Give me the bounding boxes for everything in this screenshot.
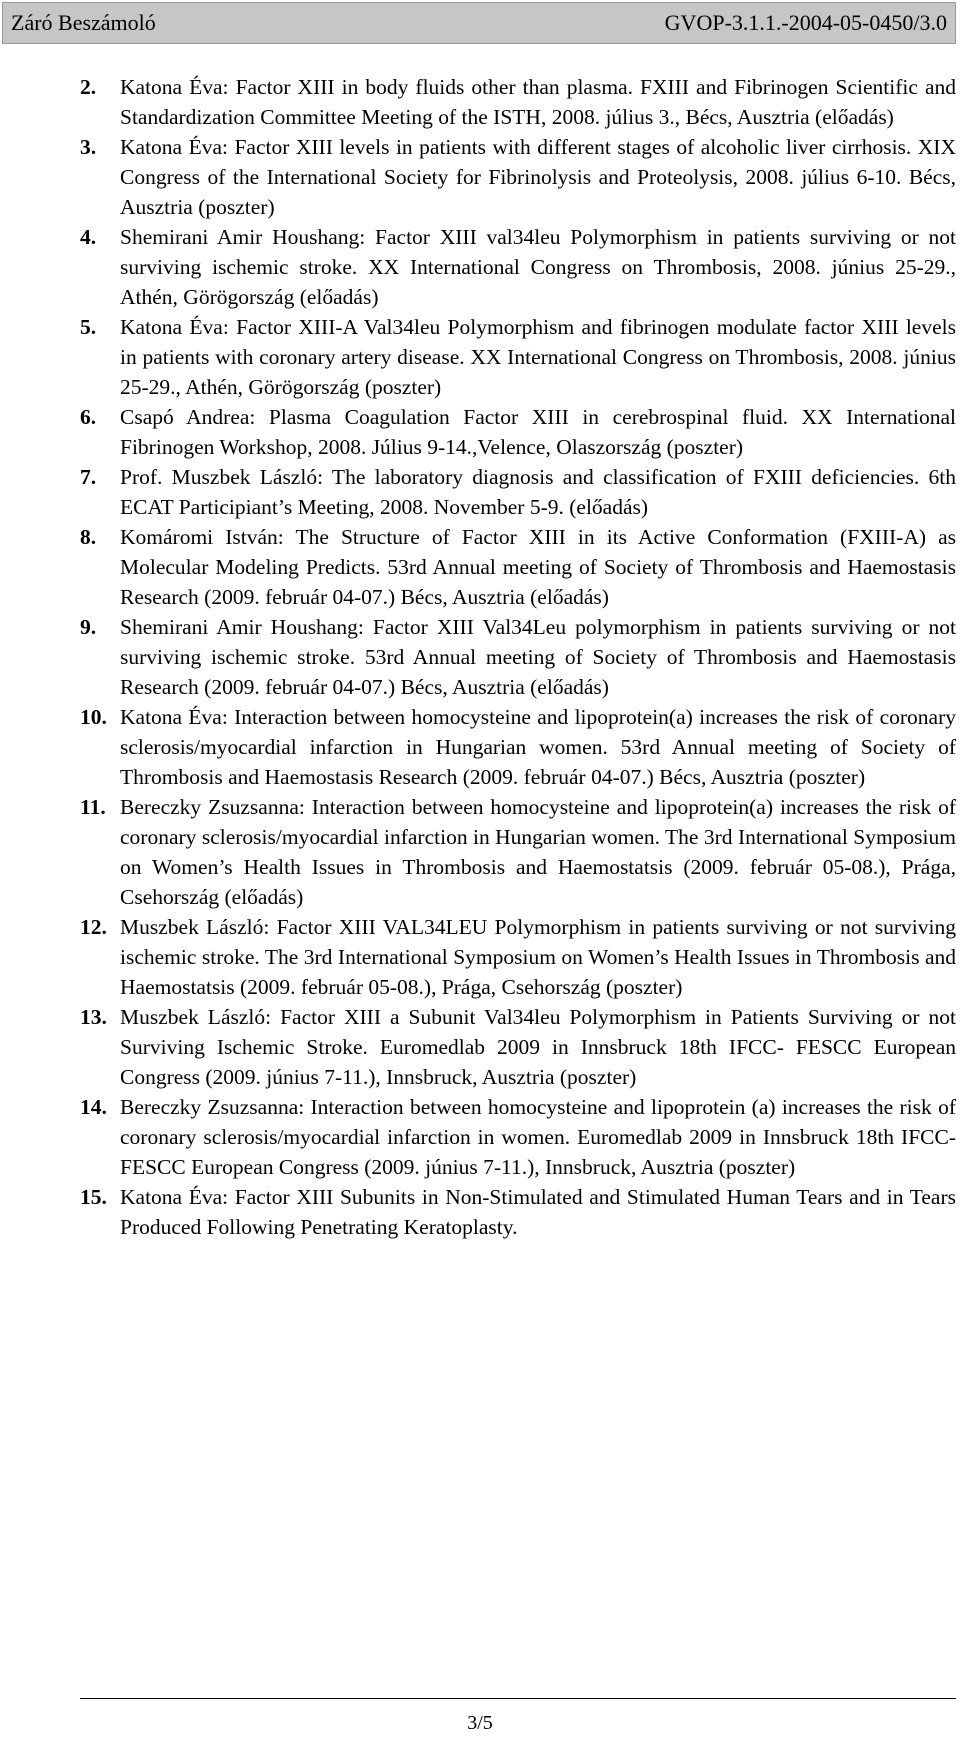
item-text: Katona Éva: Factor XIII in body fluids other than plasma. FXIII and Fibrinogen Scientific and Standardization Committee Meeting of the ISTH, 2008. július 3., Bécs, Ausztria (előadás) xyxy=(120,75,956,129)
list-item xyxy=(80,312,956,402)
report-title: Záró Beszámoló xyxy=(11,10,156,35)
item-number: 3. xyxy=(80,135,97,159)
item-number: 6. xyxy=(80,405,97,429)
list-item xyxy=(80,522,956,612)
list-item xyxy=(80,222,956,312)
list-item xyxy=(80,702,956,792)
item-text: Katona Éva: Factor XIII Subunits in Non-Stimulated and Stimulated Human Tears and in Tears Produced Following Penetrating Keratoplasty. xyxy=(120,1185,956,1239)
item-number: 5. xyxy=(80,315,97,339)
item-text: Muszbek László: Factor XIII a Subunit Val34leu Polymorphism in Patients Surviving or not Surviving Ischemic Stroke. Euromedlab 2009 in Innsbruck 18th IFCC- FESCC European Congress (2009. június 7-11.), Innsbruck, Ausztria (poszter) xyxy=(120,1005,956,1089)
item-text: Prof. Muszbek László: The laboratory diagnosis and classification of FXIII deficiencies. 6th ECAT Participiant’s Meeting, 2008. November 5-9. (előadás) xyxy=(120,465,956,519)
page-header xyxy=(2,2,956,44)
footer-divider xyxy=(80,1698,956,1699)
list-item xyxy=(80,792,956,912)
list-item xyxy=(80,132,956,222)
list-item xyxy=(80,912,956,1002)
item-text: Katona Éva: Interaction between homocysteine and lipoprotein(a) increases the risk of coronary sclerosis/myocardial infarction in Hungarian women. 53rd Annual meeting of Society of Thrombosis and Haemostasis Research (2009. február 04-07.) Bécs, Ausztria (poszter) xyxy=(120,705,956,789)
item-text: Shemirani Amir Houshang: Factor XIII val34leu Polymorphism in patients surviving or not surviving ischemic stroke. XX International Congress on Thrombosis, 2008. június 25-29., Athén, Görögország (előadás) xyxy=(120,225,956,309)
item-number: 8. xyxy=(80,525,97,549)
item-number: 14. xyxy=(80,1095,107,1119)
item-number: 10. xyxy=(80,705,107,729)
item-number: 9. xyxy=(80,615,97,639)
page-number: 3/5 xyxy=(467,1712,493,1734)
list-item xyxy=(80,1182,956,1242)
list-item xyxy=(80,612,956,702)
item-number: 13. xyxy=(80,1005,107,1029)
item-number: 11. xyxy=(80,795,106,819)
list-item xyxy=(80,1092,956,1182)
item-text: Katona Éva: Factor XIII levels in patients with different stages of alcoholic liver cirrhosis. XIX Congress of the International Society for Fibrinolysis and Proteolysis, 2008. július 6-10. Bécs, Ausztria (poszter) xyxy=(120,135,956,219)
list-item xyxy=(80,1002,956,1092)
item-text: Bereczky Zsuzsanna: Interaction between homocysteine and lipoprotein (a) increases the risk of coronary sclerosis/myocardial infarction in women. Euromedlab 2009 in Innsbruck 18th IFCC- FESCC European Congress (2009. június 7-11.), Innsbruck, Ausztria (poszter) xyxy=(120,1095,956,1179)
project-code: GVOP-3.1.1.-2004-05-0450/3.0 xyxy=(664,10,947,35)
publication-list xyxy=(80,72,956,1242)
item-text: Csapó Andrea: Plasma Coagulation Factor XIII in cerebrospinal fluid. XX International Fibrinogen Workshop, 2008. Július 9-14.,Velence, Olaszország (poszter) xyxy=(120,405,956,459)
item-text: Katona Éva: Factor XIII-A Val34leu Polymorphism and fibrinogen modulate factor XIII levels in patients with coronary artery disease. XX International Congress on Thrombosis, 2008. június 25-29., Athén, Görögország (poszter) xyxy=(120,315,956,399)
item-number: 7. xyxy=(80,465,97,489)
item-number: 15. xyxy=(80,1185,107,1209)
list-item xyxy=(80,402,956,462)
list-item xyxy=(80,462,956,522)
item-text: Shemirani Amir Houshang: Factor XIII Val34Leu polymorphism in patients surviving or not surviving ischemic stroke. 53rd Annual meeting of Society of Thrombosis and Haemostasis Research (2009. február 04-07.) Bécs, Ausztria (előadás) xyxy=(120,615,956,699)
item-number: 4. xyxy=(80,225,97,249)
item-number: 2. xyxy=(80,75,97,99)
item-text: Komáromi István: The Structure of Factor XIII in its Active Conformation (FXIII-A) as Molecular Modeling Predicts. 53rd Annual meeting of Society of Thrombosis and Haemostasis Research (2009. február 04-07.) Bécs, Ausztria (előadás) xyxy=(120,525,956,609)
item-text: Bereczky Zsuzsanna: Interaction between homocysteine and lipoprotein(a) increases the risk of coronary sclerosis/myocardial infarction in Hungarian women. The 3rd International Symposium on Women’s Health Issues in Thrombosis and Haemostatsis (2009. február 05-08.), Prága, Csehország (előadás) xyxy=(120,795,956,909)
item-number: 12. xyxy=(80,915,107,939)
item-text: Muszbek László: Factor XIII VAL34LEU Polymorphism in patients surviving or not surviving ischemic stroke. The 3rd International Symposium on Women’s Health Issues in Thrombosis and Haemostatsis (2009. február 05-08.), Prága, Csehország (poszter) xyxy=(120,915,956,999)
list-item xyxy=(80,72,956,132)
